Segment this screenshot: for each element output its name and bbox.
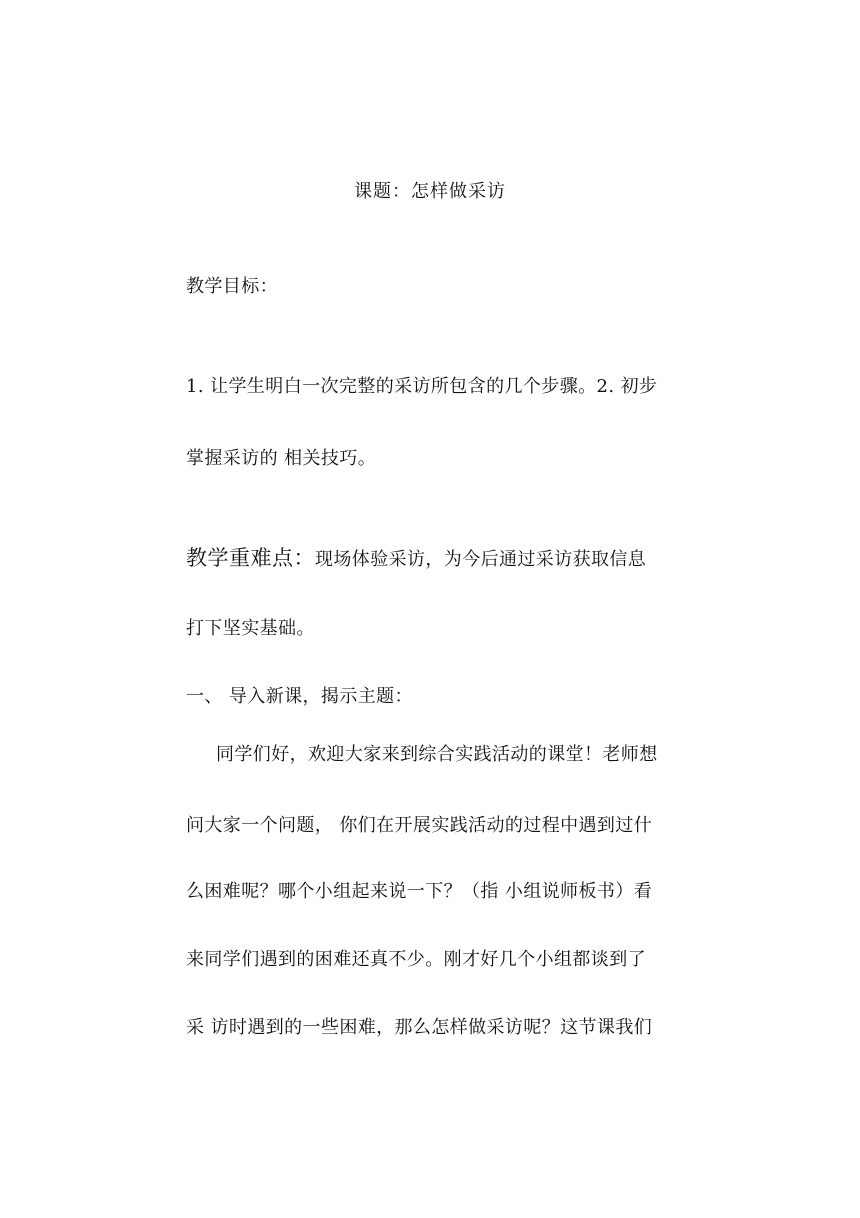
objective-line-1: 1. 让学生明白一次完整的采访所包含的几个步骤。2. 初步 [186, 376, 658, 397]
objective-line-2: 掌握采访的 相关技巧。 [186, 448, 377, 469]
key-points-line-1 [186, 546, 686, 572]
key-points-label: 教学重难点： [186, 546, 315, 570]
section-1-heading: 一、 导入新课，揭示主题： [186, 686, 413, 707]
paragraph-line-1: 同学们好，欢迎大家来到综合实践活动的课堂！老师想 [216, 744, 658, 765]
paragraph-line-5: 采 访时遇到的一些困难，那么怎样做采访呢？这节课我们 [186, 1017, 653, 1038]
document-title: 课题：怎样做采访 [354, 181, 506, 202]
key-points-text-1: 现场体验采访，为今后通过采访获取信息 [315, 549, 647, 570]
objectives-heading: 教学目标： [186, 276, 278, 297]
paragraph-line-3: 么困难呢？哪个小组起来说一下？（指 小组说师板书）看 [186, 881, 653, 902]
key-points-line-2: 打下坚实基础。 [186, 618, 315, 639]
paragraph-line-2: 问大家一个问题， 你们在开展实践活动的过程中遇到过什 [186, 815, 653, 836]
paragraph-line-4: 来同学们遇到的困难还真不少。刚才好几个小组都谈到了 [186, 949, 646, 970]
